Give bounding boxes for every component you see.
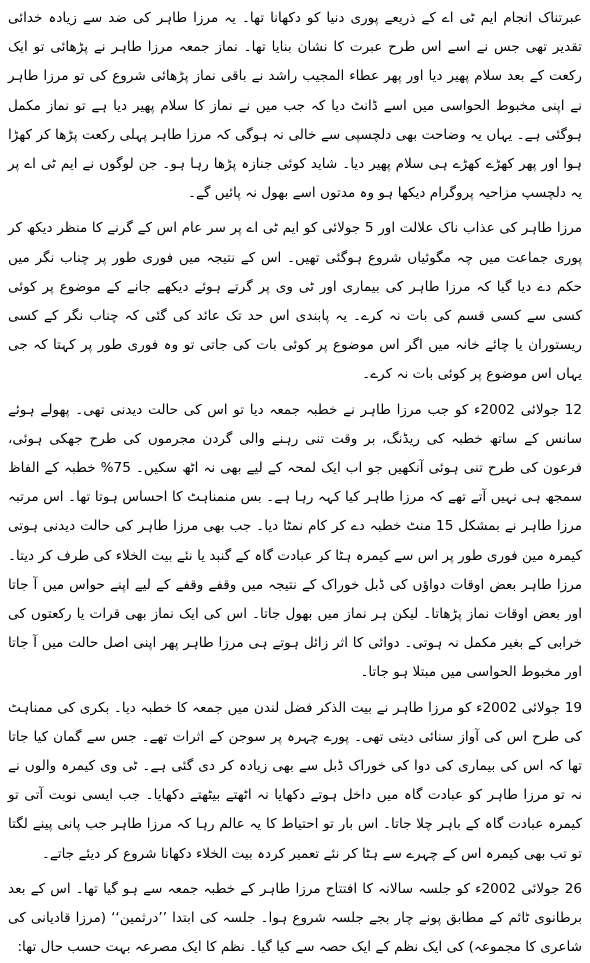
paragraph-4: 19 جولائی 2002ء کو مرزا طاہر نے بیت الذکر فضل لندن میں جمعہ کا خطبہ دیا۔ بکری کی ممناہٹ کی طرح اس کی آواز سنائی دیتی تھی۔ پورے چہرہ پر سوجن کے اثرات تھے۔ جس سے گمان کیا جاتا تھا کہ اس کی بیماری کی دوا کی خوراک ڈبل سے بھی زیادہ کر دی گئی ہے۔ ٹی وی کیمرہ والوں نے نہ تو مرزا طاہر کو عبادت گاہ میں داخل ہوتے دکھایا نہ اٹھتے بیٹھتے دکھایا۔ جب ایسی نوبت آتی تو کیمرہ عبادت گاہ کے باہر چلا جاتا۔ اس بار تو احتیاط کا یہ عالم رہا کہ مرزا طاہر جب پانی پینے لگتا تو تب بھی کیمرہ اس کے چہرے سے ہٹا کر نئے تعمیر کردہ بیت الخلاء دکھانا شروع کر دیئے جاتے۔ — [8, 699, 583, 862]
paragraph-5: 26 جولائی 2002ء کو جلسہ سالانہ کا افتتاح مرزا طاہر کے خطبہ جمعہ سے ہو گیا تھا۔ اس کے بعد برطانوی ٹائم کے مطابق پونے چار بجے جلسہ شروع ہوا۔ جلسہ کی ابتدا ’’درثمین‘‘ (مرزا قادیانی کی شاعری کا مجموعہ) کی ایک نظم کے ایک حصہ سے کیا گیا۔ نظم کا ایک مصرعہ بہت حسب حال تھا: — [8, 880, 582, 956]
paragraph-2: مرزا طاہر کی عذاب ناک علالت اور 5 جولائی کو ایم ٹی اے پر سر عام اس کے گرنے کا منظر دیکھ کر پوری جماعت میں چہ مگوئیاں شروع ہوگئی تھیں۔ اس کے نتیجہ میں فوری طور پر چناب نگر میں حکم دے دیا گیا کہ مرزا طاہر کی بیماری اور ٹی وی پر گرتے ہوئے دیکھے جانے کے موضوع پر کوئی کسی سے کسی قسم کی بات نہ کرے۔ یہ پابندی اس حد تک عائد کی گئی کہ چناب نگر کے کسی ریستوران یا چائے خانہ میں اگر اس موضوع پر کوئی بات کی جاتی تو وہ فوری طور پر کہتا کہ جی یہاں اس موضوع پر کوئی بات نہ کرے۔ — [8, 220, 582, 383]
paragraph-3: 12 جولائی 2002ء کو جب مرزا طاہر نے خطبہ جمعہ دیا تو اس کی حالت دیدنی تھی۔ پھولے ہوئے سانس کے ساتھ خطبہ کی ریڈنگ، بر وقت تنی رہنے والی گردن مجرموں کی طرح جھکی ہوئی، فرعون کی طرح تنی ہوئی آنکھیں جو اب ایک لمحہ کے لیے بھی نہ اٹھ سکیں۔ 75% خطبہ کے الفاظ سمجھ ہی نہیں آتے تھے کہ مرزا طاہر کیا کہہ رہا ہے۔ بس منمناہٹ کا احساس ہوتا تھا۔ اس مرتبہ مرزا طاہر نے بمشکل 15 منٹ خطبہ دے کر کام نمٹا دیا۔ جب بھی مرزا طاہر کی حالت دیدنی ہوتی کیمرہ مین فوری طور پر اس سے کیمرہ ہٹا کر عبادت گاہ کے گنبد یا نئے بیت الخلاء کی طرف کر دیتا۔ مرزا طاہر بعض اوقات دواؤں کی ڈبل خوراک کے نتیجہ میں وقفے وقفے کے لیے اپنے حواس میں آ جاتا اور بعض اوقات نماز پڑھاتا۔ لیکن ہر نماز میں بھول جاتا۔ اس کی ایک نماز بھی قرات یا رکعتوں کی خرابی کے بغیر مکمل نہ ہوتی۔ دوائی کا اثر زائل ہوتے ہی مرزا طاہر پھر اپنی اصل حالت میں آ جاتا اور مخبوط الحواسی میں مبتلا ہو جاتا۔ — [8, 401, 582, 681]
paragraph-1: عبرتناک انجام ایم ٹی اے کے ذریعے پوری دنیا کو دکھانا تھا۔ یہ مرزا طاہر کی ضد سے زیادہ خدائی تقدیر تھی جس نے اسے اس طرح عبرت کا نشان بنایا تھا۔ نماز جمعہ مرزا طاہر نے پڑھائی تو ایک رکعت کے بعد سلام پھیر دیا اور پھر عطاء المجیب راشد نے باقی نماز پڑھائی شروع کی تو مرزا طاہر نے اپنی مخبوط الحواسی میں اسے ڈانٹ دیا کہ جب میں نے نماز کا سلام پھیر دیا ہے تو نماز مکمل ہوگئی ہے۔ یہاں یہ وضاحت بھی دلچسپی سے خالی نہ ہوگی کہ مرزا طاہر پہلی رکعت پڑھا کر کھڑا ہوا اور پھر کھڑے کھڑے ہی سلام پھیر دیا۔ شاید کوئی جنازہ پڑھا رہا ہو۔ جن لوگوں نے ایم ٹی اے پر یہ دلچسپ مزاحیہ پروگرام دیکھا ہو وہ مدتوں اسے بھول نہ پائیں گے۔ — [8, 10, 582, 202]
